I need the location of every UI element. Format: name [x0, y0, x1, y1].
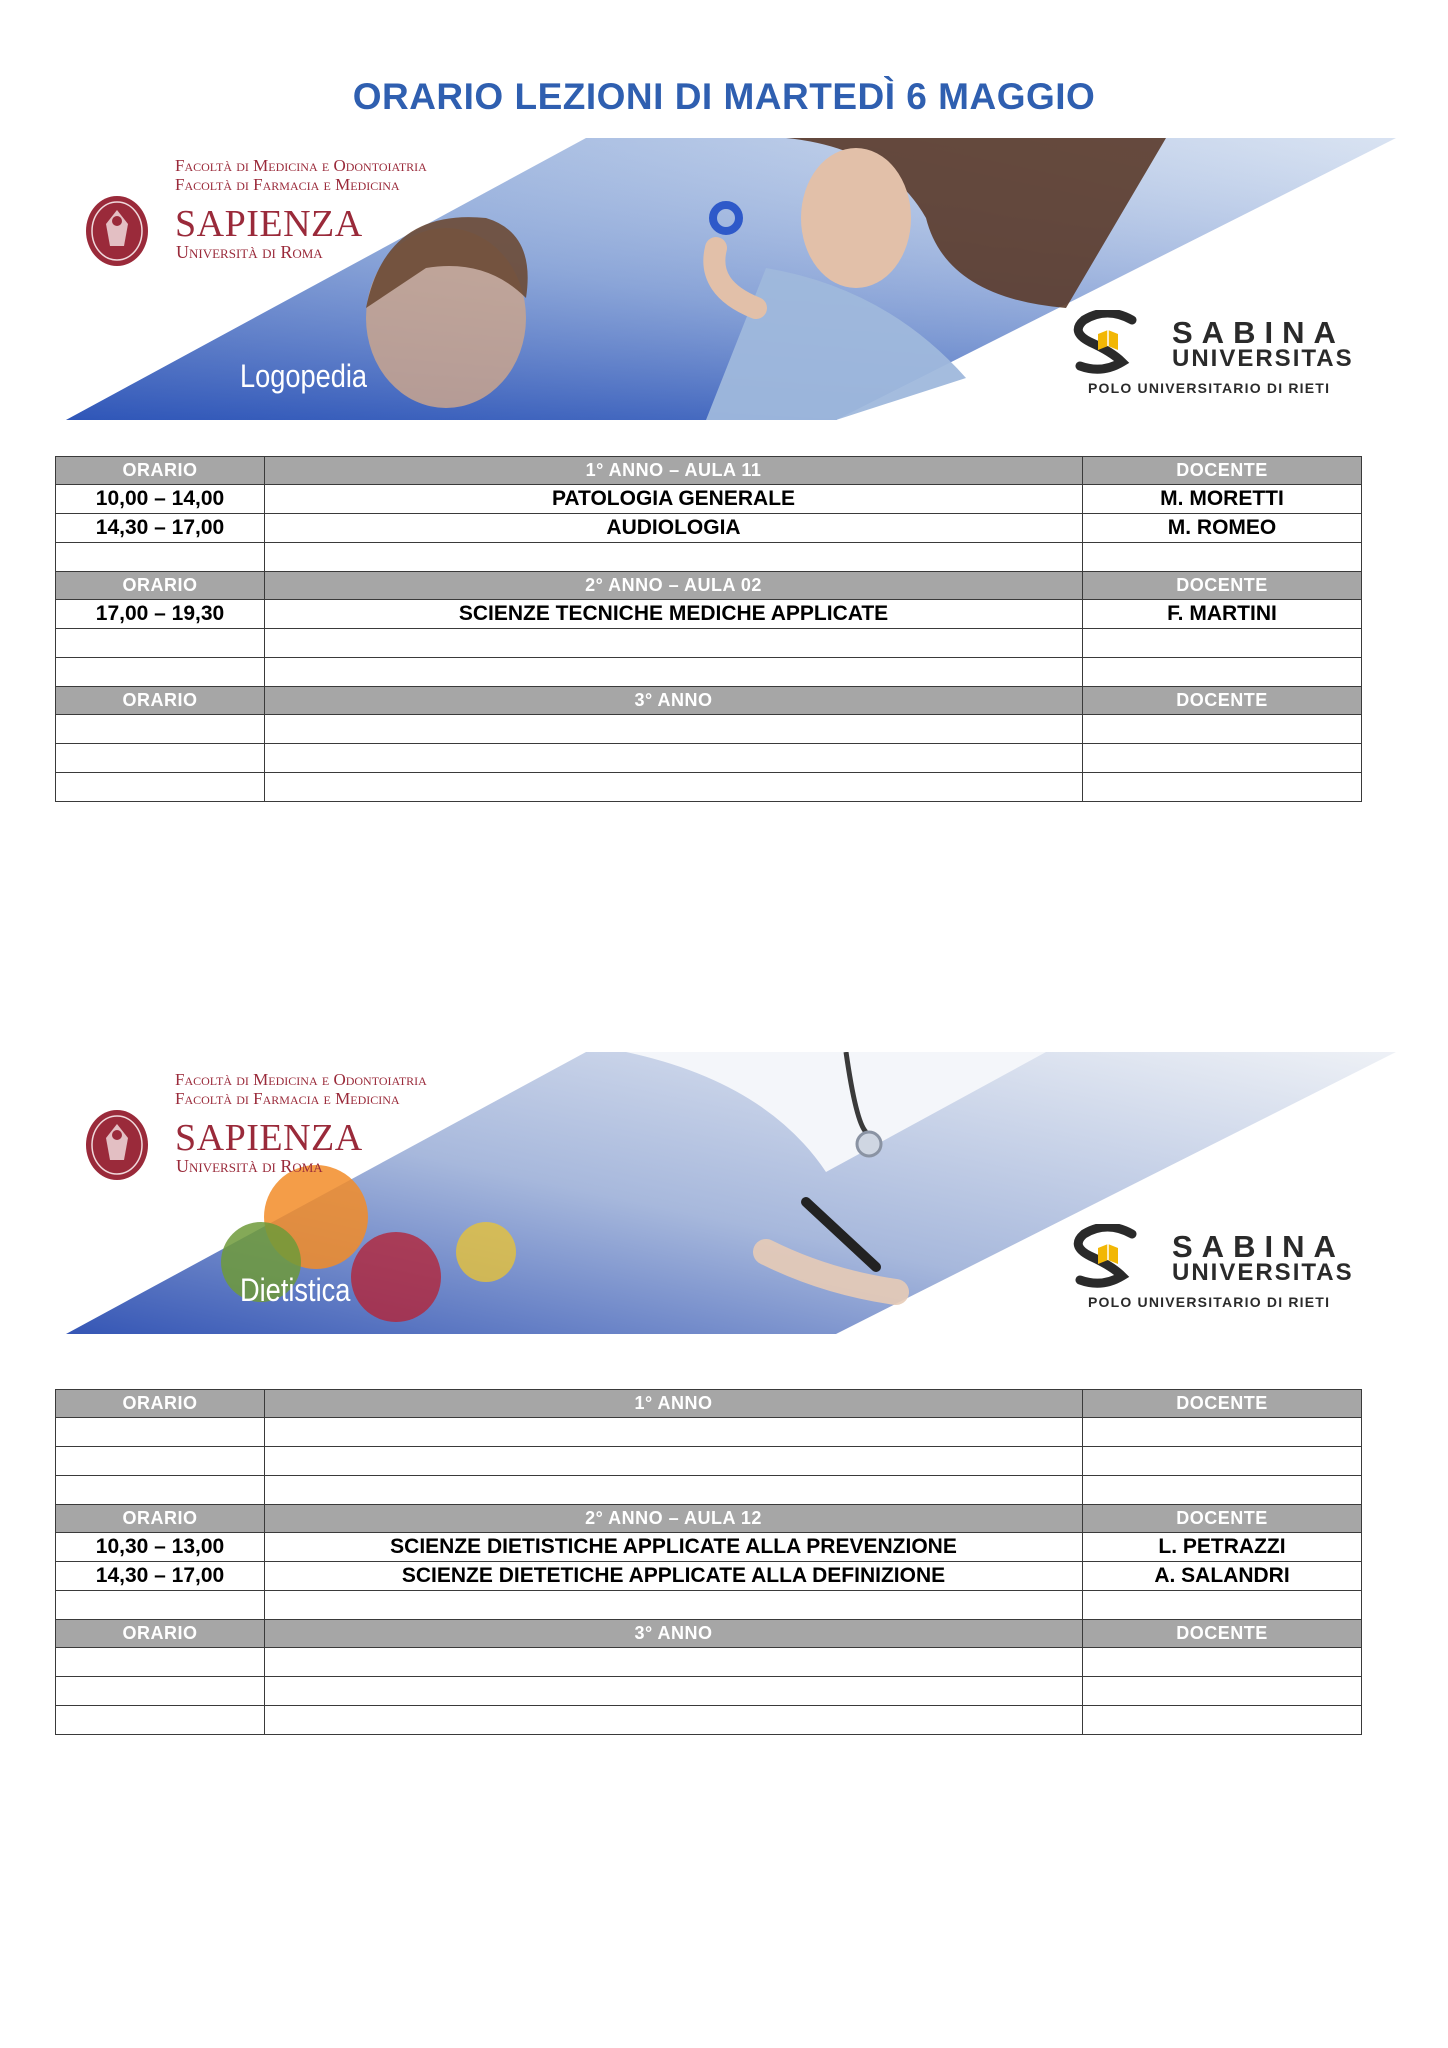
- university-subtitle: Università di Roma: [176, 242, 323, 262]
- sabina-name: SABINA: [1172, 1229, 1345, 1264]
- cell-time: [56, 773, 265, 802]
- faculty-line-1: Facoltà di Medicina e Odontoiatria: [175, 1070, 427, 1089]
- table-row: [56, 1591, 1362, 1620]
- faculty-line-2: Facoltà di Farmacia e Medicina: [175, 1089, 400, 1108]
- header-year: 1° ANNO: [265, 1390, 1083, 1418]
- table-row: [56, 1562, 1362, 1591]
- cell-time: [56, 1706, 265, 1735]
- cell-time: [56, 1591, 265, 1620]
- header-orario: ORARIO: [56, 1620, 265, 1648]
- table-row: [56, 1648, 1362, 1677]
- table-row: [56, 485, 1362, 514]
- table-row: [56, 773, 1362, 802]
- cell-subject: [265, 1591, 1083, 1620]
- cell-time: [56, 715, 265, 744]
- cell-teacher: A. SALANDRI: [1083, 1562, 1362, 1591]
- polo-label: POLO UNIVERSITARIO DI RIETI: [1088, 1294, 1331, 1310]
- cell-teacher: [1083, 543, 1362, 572]
- table-header-row: [56, 687, 1362, 715]
- cell-time: [56, 1648, 265, 1677]
- cell-subject: [265, 1418, 1083, 1447]
- cell-teacher: F. MARTINI: [1083, 600, 1362, 629]
- cell-time: [56, 1476, 265, 1505]
- header-docente: DOCENTE: [1083, 1505, 1362, 1533]
- header-year: 1° ANNO – AULA 11: [265, 457, 1083, 485]
- schedule-table-logopedia: [55, 456, 1362, 802]
- header-year: 2° ANNO – AULA 12: [265, 1505, 1083, 1533]
- table-row: [56, 514, 1362, 543]
- cell-subject: [265, 1648, 1083, 1677]
- cell-subject: [265, 715, 1083, 744]
- table-row: [56, 1677, 1362, 1706]
- table-row: [56, 715, 1362, 744]
- table-row: [56, 1533, 1362, 1562]
- banner-logopedia: [66, 138, 1396, 420]
- cell-subject: [265, 658, 1083, 687]
- cell-subject: [265, 629, 1083, 658]
- cell-teacher: [1083, 1476, 1362, 1505]
- cell-time: 17,00 – 19,30: [56, 600, 265, 629]
- page-title: ORARIO LEZIONI DI MARTEDÌ 6 MAGGIO: [352, 76, 1096, 117]
- university-subtitle: Università di Roma: [176, 1156, 323, 1176]
- header-year: 3° ANNO: [265, 1620, 1083, 1648]
- cell-subject: SCIENZE TECNICHE MEDICHE APPLICATE: [265, 600, 1083, 629]
- table-row: [56, 629, 1362, 658]
- sabina-subtitle: UNIVERSITAS: [1172, 1259, 1354, 1286]
- header-orario: ORARIO: [56, 572, 265, 600]
- header-orario: ORARIO: [56, 687, 265, 715]
- cell-time: [56, 1677, 265, 1706]
- cell-teacher: [1083, 1447, 1362, 1476]
- cell-subject: [265, 744, 1083, 773]
- sabina-book-logo-icon: [1072, 310, 1142, 374]
- cell-teacher: [1083, 1706, 1362, 1735]
- cell-time: [56, 543, 265, 572]
- banner-dietistica: [66, 1052, 1396, 1334]
- sapienza-seal-icon: [84, 194, 150, 268]
- sabina-book-logo-icon: [1072, 1224, 1142, 1288]
- course-name-logopedia: Logopedia: [240, 358, 368, 394]
- header-docente: DOCENTE: [1083, 1620, 1362, 1648]
- header-orario: ORARIO: [56, 1505, 265, 1533]
- table-header-row: [56, 1505, 1362, 1533]
- header-orario: ORARIO: [56, 457, 265, 485]
- cell-teacher: M. ROMEO: [1083, 514, 1362, 543]
- header-docente: DOCENTE: [1083, 687, 1362, 715]
- course-name-dietistica: Dietistica: [240, 1272, 351, 1308]
- sabina-subtitle: UNIVERSITAS: [1172, 345, 1354, 372]
- cell-teacher: [1083, 629, 1362, 658]
- table-row: [56, 543, 1362, 572]
- cell-subject: SCIENZE DIETETICHE APPLICATE ALLA DEFINIZIONE: [265, 1562, 1083, 1591]
- cell-teacher: [1083, 1648, 1362, 1677]
- polo-label: POLO UNIVERSITARIO DI RIETI: [1088, 380, 1331, 396]
- header-docente: DOCENTE: [1083, 1390, 1362, 1418]
- table-header-row: [56, 1620, 1362, 1648]
- header-orario: ORARIO: [56, 1390, 265, 1418]
- university-name: SAPIENZA: [175, 1117, 363, 1159]
- header-docente: DOCENTE: [1083, 457, 1362, 485]
- cell-time: 14,30 – 17,00: [56, 514, 265, 543]
- cell-time: 10,30 – 13,00: [56, 1533, 265, 1562]
- schedule-table-dietistica: [55, 1389, 1362, 1735]
- cell-subject: SCIENZE DIETISTICHE APPLICATE ALLA PREVENZIONE: [265, 1533, 1083, 1562]
- cell-teacher: [1083, 1418, 1362, 1447]
- cell-teacher: [1083, 744, 1362, 773]
- cell-teacher: [1083, 773, 1362, 802]
- sabina-name: SABINA: [1172, 315, 1345, 350]
- cell-subject: [265, 543, 1083, 572]
- header-year: 3° ANNO: [265, 687, 1083, 715]
- header-docente: DOCENTE: [1083, 572, 1362, 600]
- cell-time: [56, 658, 265, 687]
- table-row: [56, 1418, 1362, 1447]
- cell-time: 10,00 – 14,00: [56, 485, 265, 514]
- cell-time: [56, 1418, 265, 1447]
- cell-teacher: [1083, 1591, 1362, 1620]
- cell-teacher: [1083, 715, 1362, 744]
- cell-time: [56, 744, 265, 773]
- cell-subject: [265, 1447, 1083, 1476]
- cell-time: 14,30 – 17,00: [56, 1562, 265, 1591]
- sapienza-seal-icon: [84, 1108, 150, 1182]
- faculty-line-2: Facoltà di Farmacia e Medicina: [175, 175, 400, 194]
- table-row: [56, 1706, 1362, 1735]
- cell-subject: [265, 773, 1083, 802]
- cell-teacher: M. MORETTI: [1083, 485, 1362, 514]
- cell-subject: [265, 1476, 1083, 1505]
- cell-time: [56, 1447, 265, 1476]
- table-row: [56, 744, 1362, 773]
- cell-subject: [265, 1706, 1083, 1735]
- cell-subject: PATOLOGIA GENERALE: [265, 485, 1083, 514]
- table-header-row: [56, 572, 1362, 600]
- table-row: [56, 1476, 1362, 1505]
- cell-teacher: [1083, 658, 1362, 687]
- table-row: [56, 658, 1362, 687]
- university-name: SAPIENZA: [175, 203, 363, 245]
- cell-subject: [265, 1677, 1083, 1706]
- cell-teacher: L. PETRAZZI: [1083, 1533, 1362, 1562]
- table-header-row: [56, 457, 1362, 485]
- cell-subject: AUDIOLOGIA: [265, 514, 1083, 543]
- cell-teacher: [1083, 1677, 1362, 1706]
- table-row: [56, 600, 1362, 629]
- table-row: [56, 1447, 1362, 1476]
- header-year: 2° ANNO – AULA 02: [265, 572, 1083, 600]
- faculty-line-1: Facoltà di Medicina e Odontoiatria: [175, 156, 427, 175]
- table-header-row: [56, 1390, 1362, 1418]
- cell-time: [56, 629, 265, 658]
